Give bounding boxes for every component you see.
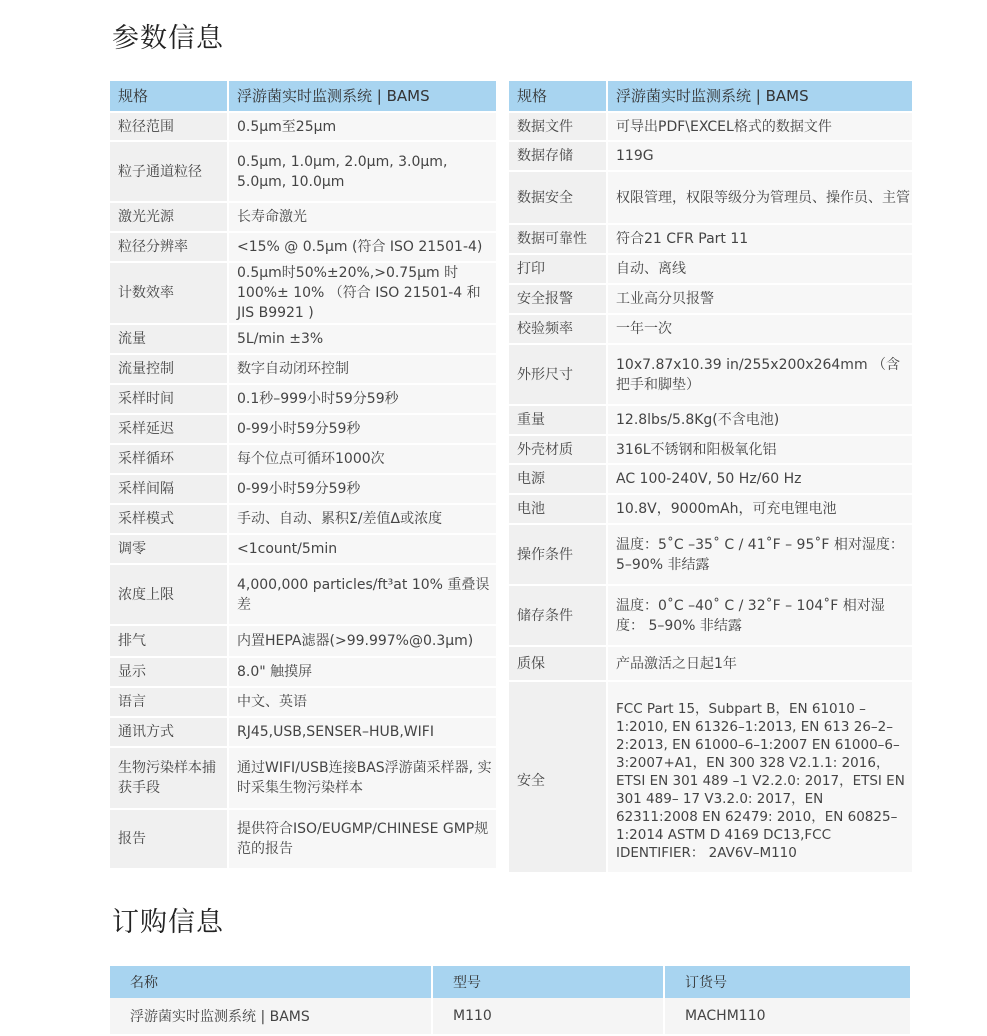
table-row (509, 112, 912, 141)
table-row (110, 625, 496, 657)
spec-value: 温度：5˚C –35˚ C / 41˚F – 95˚F 相对湿度：5–90% 非结露 (607, 524, 912, 585)
table-row (110, 747, 496, 809)
params-section-title: 参数信息 (112, 23, 224, 54)
order-header-row (110, 966, 911, 998)
spec-value: 316L不锈钢和阳极氧化铝 (607, 435, 912, 464)
table-row (110, 324, 496, 354)
spec-value: 通过WIFI/USB连接BAS浮游菌采样器, 实时采集生物污染样本 (228, 747, 496, 809)
table-row (509, 524, 912, 585)
spec-header-value: 浮游菌实时监测系统 | BAMS (228, 81, 496, 112)
spec-value: 0.5μm时50%±20%,>0.75μm 时100%± 10% （符合 ISO 21501-4 和JIS B9921 ) (228, 262, 496, 324)
spec-value: <15% @ 0.5μm (符合 ISO 21501-4) (228, 232, 496, 262)
spec-label: 通讯方式 (110, 717, 228, 747)
spec-label: 外形尺寸 (509, 344, 607, 405)
spec-label: 语言 (110, 687, 228, 717)
table-row (509, 585, 912, 646)
spec-label: 显示 (110, 657, 228, 687)
spec-label: 粒子通道粒径 (110, 141, 228, 202)
table-row (110, 414, 496, 444)
table-row (110, 998, 911, 1034)
spec-value: 0-99小时59分59秒 (228, 414, 496, 444)
table-row (110, 504, 496, 534)
spec-value: 产品激活之日起1年 (607, 646, 912, 681)
table-row (509, 435, 912, 464)
spec-value: 数字自动闭环控制 (228, 354, 496, 384)
spec-table-right (509, 81, 912, 874)
spec-header-value: 浮游菌实时监测系统 | BAMS (607, 81, 912, 112)
spec-label: 电源 (509, 464, 607, 494)
spec-label: 报告 (110, 809, 228, 869)
order-number: MACHM110 (664, 998, 911, 1034)
spec-value: 自动、离线 (607, 254, 912, 284)
spec-label: 安全报警 (509, 284, 607, 314)
spec-value: 4,000,000 particles/ft³at 10% 重叠误差 (228, 564, 496, 625)
table-row (110, 232, 496, 262)
spec-header-label: 规格 (110, 81, 228, 112)
table-row (509, 681, 912, 873)
spec-value: 8.0" 触摸屏 (228, 657, 496, 687)
spec-value: 10x7.87x10.39 in/255x200x264mm （含把手和脚垫） (607, 344, 912, 405)
spec-label: 流量 (110, 324, 228, 354)
spec-label: 操作条件 (509, 524, 607, 585)
spec-label: 计数效率 (110, 262, 228, 324)
table-row (110, 444, 496, 474)
table-row (509, 284, 912, 314)
spec-label: 数据安全 (509, 171, 607, 224)
table-row (509, 344, 912, 405)
spec-label: 排气 (110, 625, 228, 657)
spec-label: 采样模式 (110, 504, 228, 534)
table-row (509, 314, 912, 344)
spec-label: 打印 (509, 254, 607, 284)
table-row (110, 262, 496, 324)
table-row (110, 202, 496, 232)
spec-label: 粒径范围 (110, 112, 228, 141)
table-row (509, 494, 912, 524)
spec-label: 生物污染样本捕获手段 (110, 747, 228, 809)
spec-label: 储存条件 (509, 585, 607, 646)
order-product-name: 浮游菌实时监测系统 | BAMS (110, 998, 432, 1034)
spec-value: 提供符合ISO/EUGMP/CHINESE GMP规范的报告 (228, 809, 496, 869)
table-row (509, 405, 912, 435)
spec-value: 手动、自动、累积Σ/差值Δ或浓度 (228, 504, 496, 534)
spec-label: 采样循环 (110, 444, 228, 474)
spec-label: 重量 (509, 405, 607, 435)
spec-label: 采样间隔 (110, 474, 228, 504)
spec-label: 采样延迟 (110, 414, 228, 444)
spec-header-row (509, 81, 912, 112)
table-row (110, 141, 496, 202)
order-section-title: 订购信息 (112, 907, 224, 938)
spec-value: 一年一次 (607, 314, 912, 344)
spec-value: FCC Part 15，Subpart B，EN 61010 –1:2010, EN 61326–1:2013, EN 613 26–2–2:2013, EN 61000–6–1:2007 EN 61000–6–3:2007+A1，EN 300 328 V2.1.1: 2016，ETSI EN 301 489 –1 V2.2.0: 2017，ETSI EN 301 489– 17 V3.2.0: 2017，EN 62311:2008 EN 62479: 2010，EN 60825–1:2014 ASTM D 4169 DC13,FCC IDENTIFIER： 2AV6V–M110 (607, 681, 912, 873)
spec-value: 权限管理，权限等级分为管理员、操作员、主管 (607, 171, 912, 224)
order-table (110, 966, 912, 1034)
order-header-model: 型号 (432, 966, 664, 998)
spec-label: 激光光源 (110, 202, 228, 232)
spec-label: 外壳材质 (509, 435, 607, 464)
spec-value: 符合21 CFR Part 11 (607, 224, 912, 254)
spec-label: 粒径分辨率 (110, 232, 228, 262)
spec-value: 温度：0˚C –40˚ C / 32˚F – 104˚F 相对湿度： 5–90% 非结露 (607, 585, 912, 646)
spec-label: 数据文件 (509, 112, 607, 141)
table-row (110, 112, 496, 141)
spec-label: 数据可靠性 (509, 224, 607, 254)
spec-value: 5L/min ±3% (228, 324, 496, 354)
table-row (110, 717, 496, 747)
table-row (110, 657, 496, 687)
table-row (110, 354, 496, 384)
table-row (110, 687, 496, 717)
spec-label: 浓度上限 (110, 564, 228, 625)
spec-value: 0-99小时59分59秒 (228, 474, 496, 504)
spec-label: 安全 (509, 681, 607, 873)
spec-table-left (110, 81, 496, 870)
spec-value: <1count/5min (228, 534, 496, 564)
spec-value: 可导出PDF\EXCEL格式的数据文件 (607, 112, 912, 141)
order-header-name: 名称 (110, 966, 432, 998)
spec-label: 电池 (509, 494, 607, 524)
spec-value: 0.1秒–999小时59分59秒 (228, 384, 496, 414)
spec-label: 流量控制 (110, 354, 228, 384)
table-row (110, 534, 496, 564)
spec-label: 调零 (110, 534, 228, 564)
spec-header-label: 规格 (509, 81, 607, 112)
table-row (509, 224, 912, 254)
table-row (110, 384, 496, 414)
spec-value: 内置HEPA滤器(>99.997%@0.3μm) (228, 625, 496, 657)
table-row (509, 464, 912, 494)
table-row (509, 141, 912, 171)
spec-label: 数据存储 (509, 141, 607, 171)
order-model: M110 (432, 998, 664, 1034)
spec-header-row (110, 81, 496, 112)
table-row (110, 564, 496, 625)
spec-value: 中文、英语 (228, 687, 496, 717)
table-row (509, 646, 912, 681)
table-row (509, 171, 912, 224)
spec-value: 0.5μm至25μm (228, 112, 496, 141)
spec-value: 长寿命激光 (228, 202, 496, 232)
spec-label: 校验频率 (509, 314, 607, 344)
spec-value: 工业高分贝报警 (607, 284, 912, 314)
order-header-order-number: 订货号 (664, 966, 911, 998)
table-row (110, 809, 496, 869)
spec-label: 质保 (509, 646, 607, 681)
table-row (509, 254, 912, 284)
spec-value: 12.8lbs/5.8Kg(不含电池) (607, 405, 912, 435)
spec-value: 每个位点可循环1000次 (228, 444, 496, 474)
spec-value: 119G (607, 141, 912, 171)
spec-value: 0.5μm, 1.0μm, 2.0μm, 3.0μm, 5.0μm, 10.0μm (228, 141, 496, 202)
table-row (110, 474, 496, 504)
spec-value: 10.8V，9000mAh，可充电锂电池 (607, 494, 912, 524)
spec-label: 采样时间 (110, 384, 228, 414)
spec-value: AC 100-240V, 50 Hz/60 Hz (607, 464, 912, 494)
spec-value: RJ45,USB,SENSER–HUB,WIFI (228, 717, 496, 747)
